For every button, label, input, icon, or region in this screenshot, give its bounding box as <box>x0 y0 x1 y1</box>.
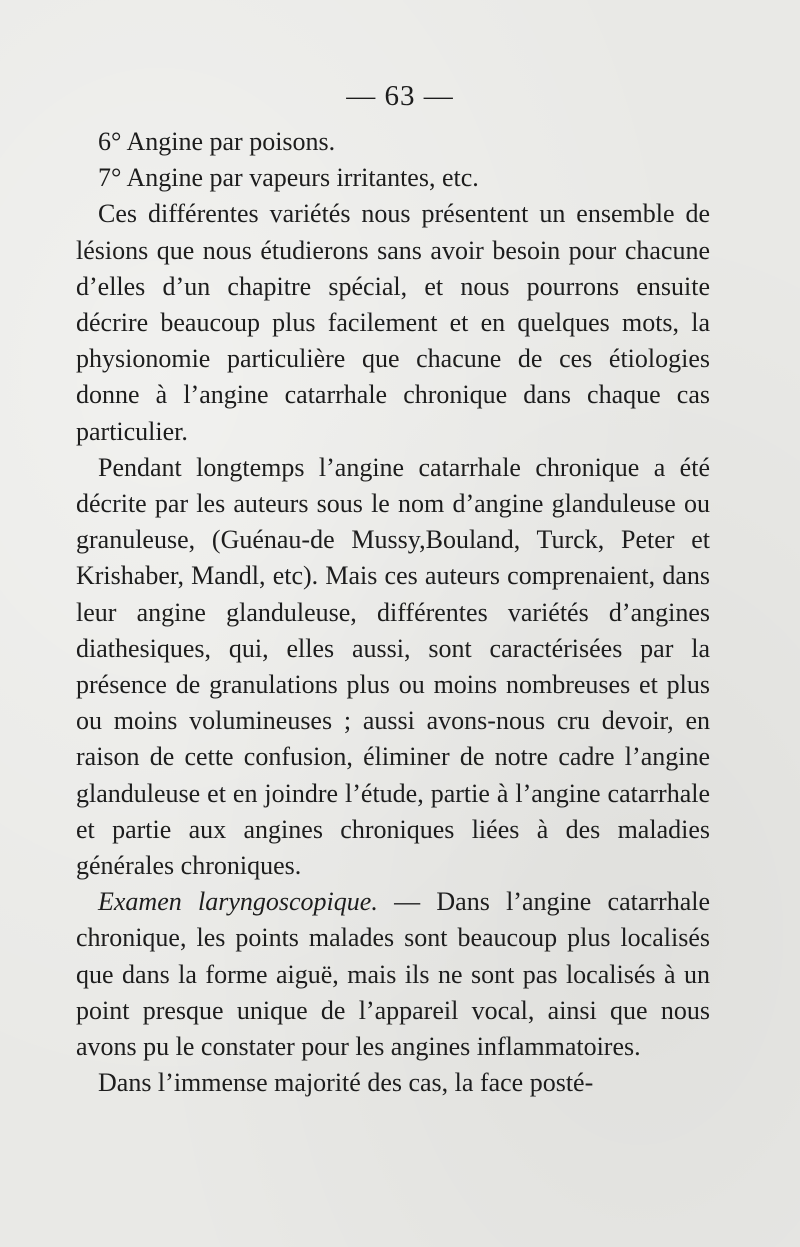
page-body <box>76 124 710 1101</box>
page-number: — 63 — <box>346 80 454 112</box>
section-heading-laryngoscopy: Examen laryngoscopique. <box>98 887 378 917</box>
paragraph-2: Pendant longtemps l’angine catarrhale chronique a été décrite par les auteurs sous le nom d’angine glanduleuse ou granuleuse, (Guénau-de Mussy,Bouland, Turck, Peter et Krishaber, Mandl, etc). Mais ces auteurs comprenaient, dans leur angine glanduleuse, différentes variétés d’angines diathesiques, qui, elles aussi, sont caractérisées par la présence de granulations plus ou moins nombreuses et plus ou moins volumineuses ; aussi avons-nous cru devoir, en raison de cette confusion, éliminer de notre cadre l’angine glanduleuse et en joindre l’étude, partie à l’angine catarrhale et partie aux angines chroniques liées à des maladies générales chroniques. <box>76 452 710 881</box>
list-item-6: 6° Angine par poisons. <box>98 127 336 156</box>
paragraph-1: Ces différentes variétés nous présentent un ensemble de lésions que nous étudierons sans avoir besoin pour chacune d’elles d’un chapitre spécial, et nous pourrons ensuite décrire beaucoup plus facilement et en quelques mots, la physionomie particulière que chacune de ces étiologies donne à l’angine catarrhale chronique dans chaque cas particulier. <box>76 199 710 446</box>
paragraph-3-text: — Dans l’angine catarrhale chronique, les points malades sont beaucoup plus localisés que dans la forme aiguë, mais ils ne sont pas localisés à un point presque unique de l’appareil vocal, ainsi que nous avons pu le constater pour les angines inflammatoires. <box>76 887 710 1062</box>
paragraph-3 <box>76 884 710 1065</box>
paragraph-4: Dans l’immense majorité des cas, la face posté- <box>98 1068 594 1098</box>
list-item-7: 7° Angine par vapeurs irritantes, etc. <box>98 163 479 193</box>
